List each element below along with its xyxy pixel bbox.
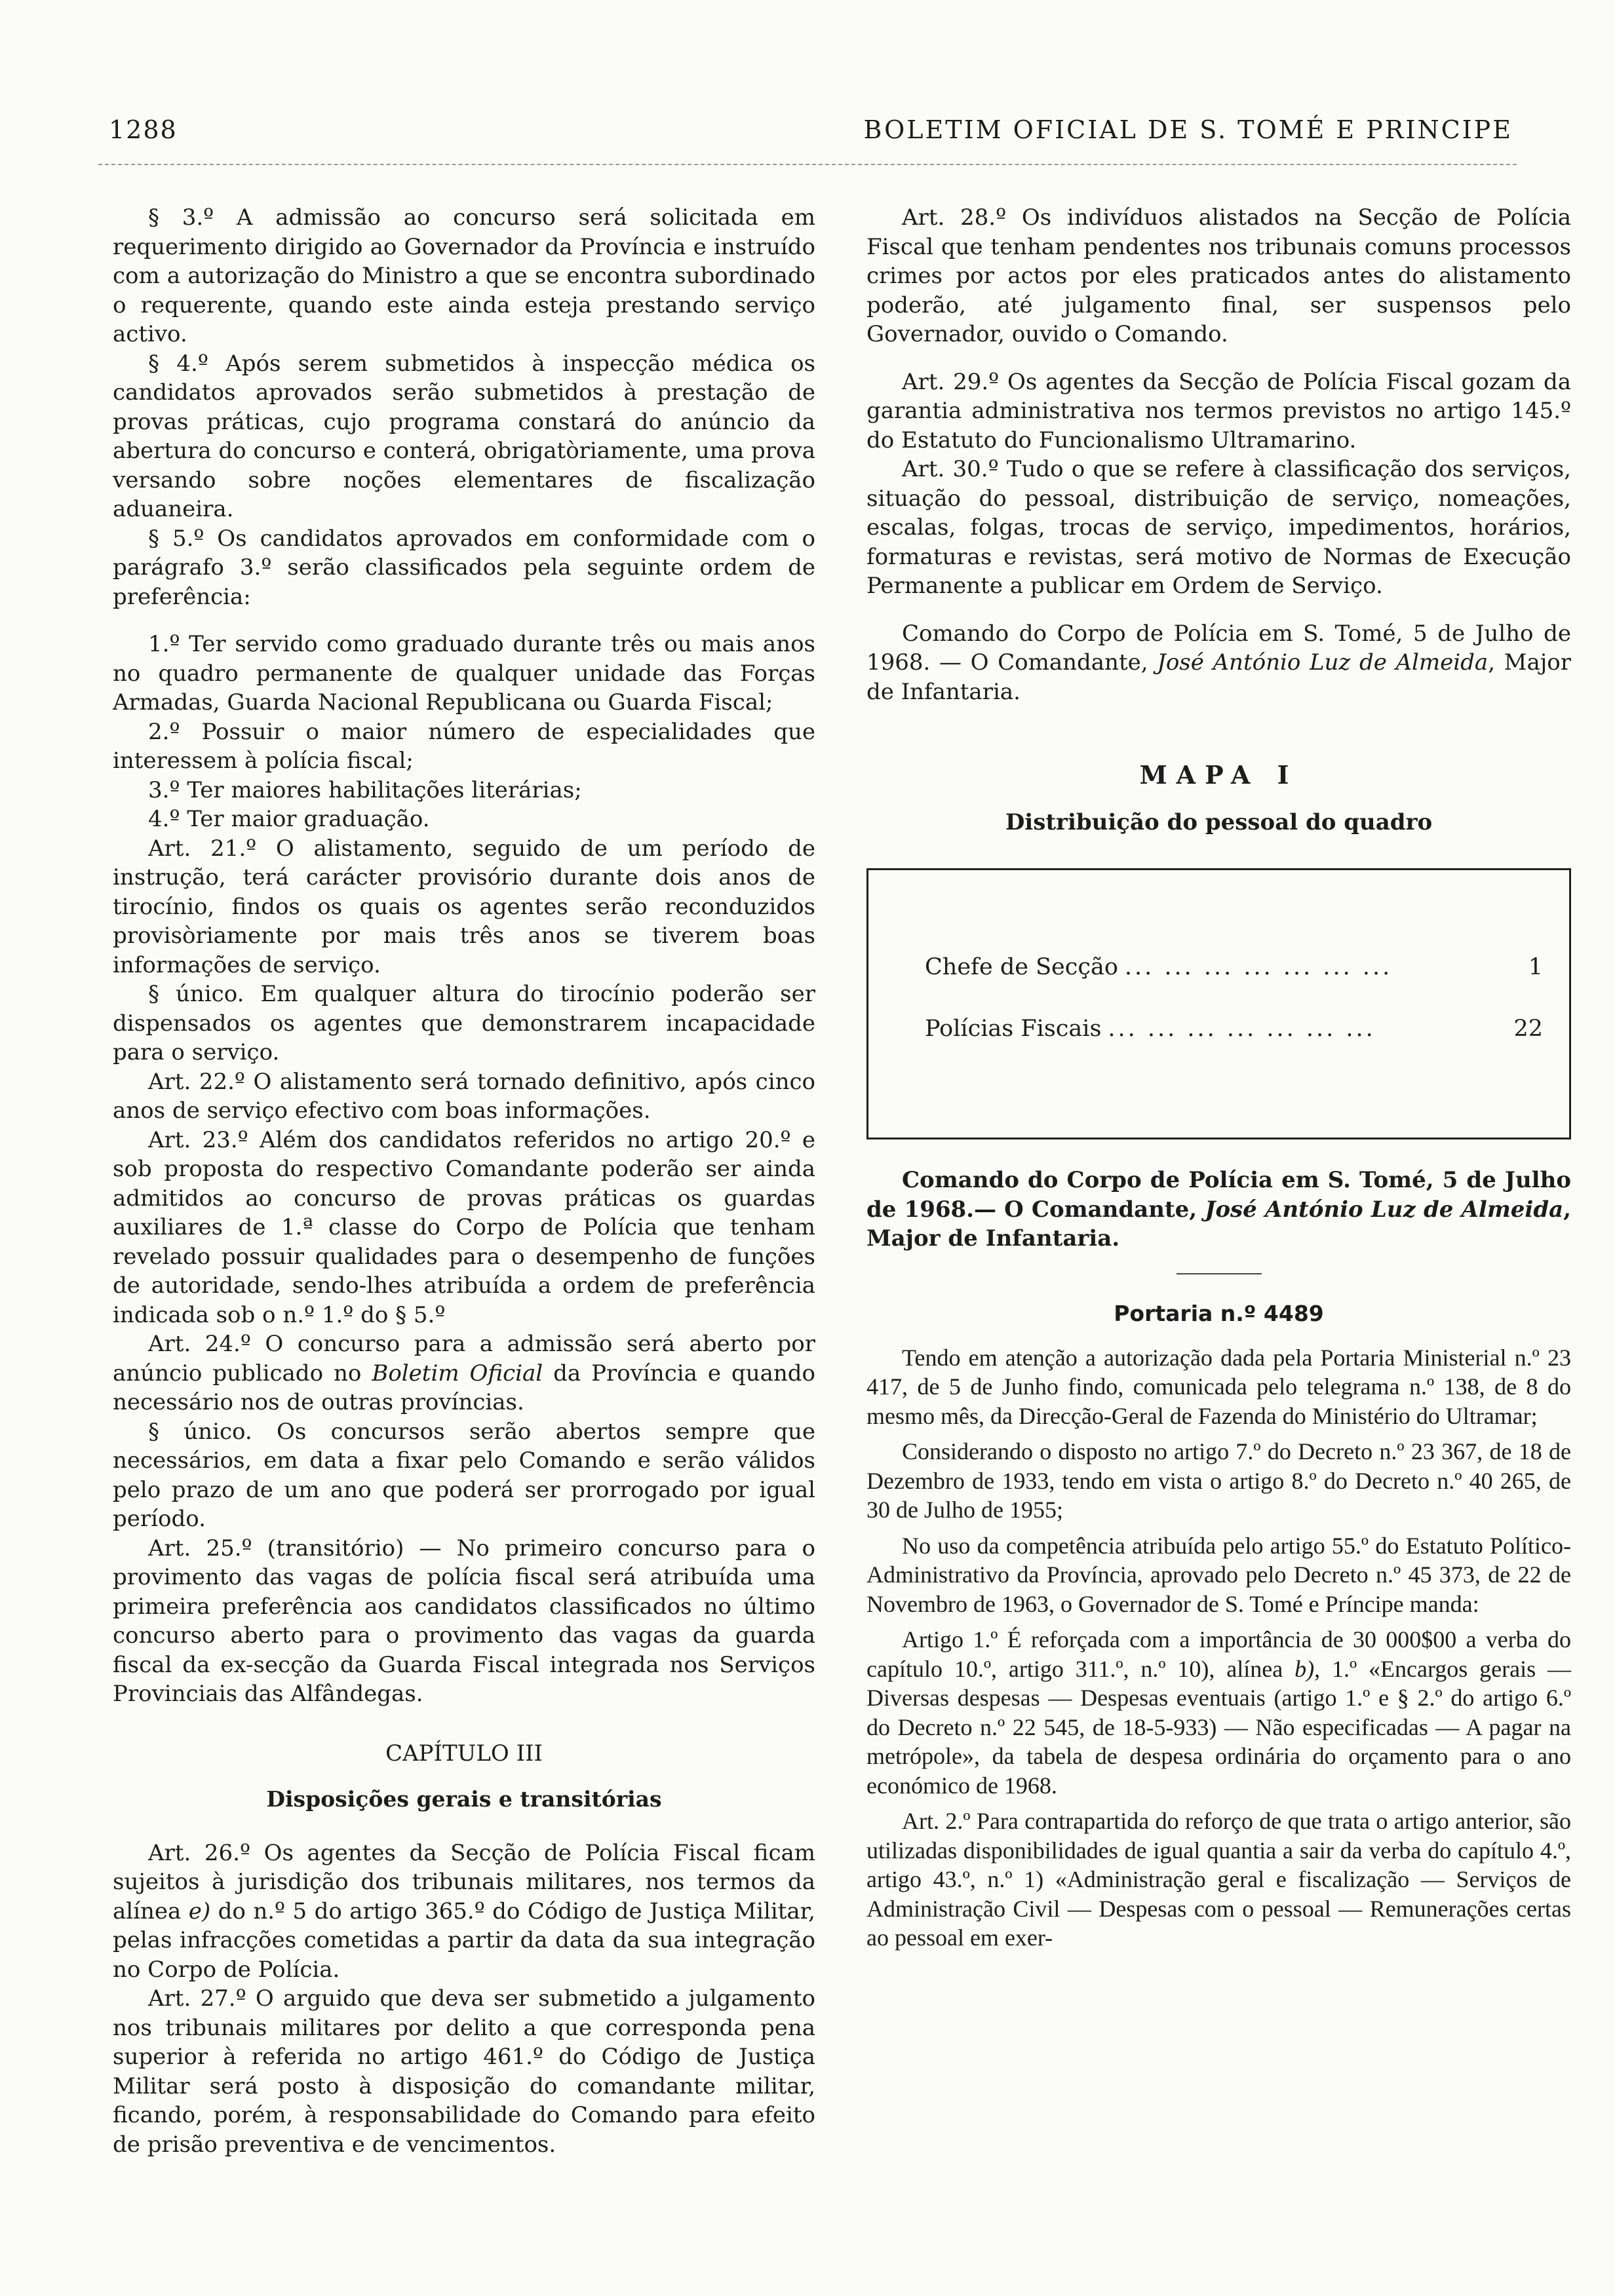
article-30: Art. 30.º Tudo o que se refere à classificação dos serviços, situação do pessoal, distribuição de serviço, nomeações, escalas, folgas, trocas de serviço, impedimentos, horários, formaturas e revistas, será motivo de Normas de Execução Permanente a publicar em Ordem de Serviço. xyxy=(866,456,1571,599)
article-27: Art. 27.º O arguido que deva ser submetido a julgamento nos tribunais militares por delito a que corresponda pena superior à referida no artigo 461.º do Código de Justiça Militar será posto à disposição do comandante militar, ficando, porém, à responsabilidade do Comando para efeito de prisão preventiva e de vencimentos. xyxy=(113,1985,815,2158)
row-label: Chefe de Secção xyxy=(925,954,1118,980)
preference-item-4: 4.º Ter maior graduação. xyxy=(148,806,430,832)
publication-title: BOLETIM OFICIAL DE S. TOMÉ E PRINCIPE xyxy=(863,115,1513,144)
chapter-title: Disposições gerais e transitórias xyxy=(266,1786,662,1812)
row-value: 22 xyxy=(1513,1016,1543,1042)
ordinance-article-1: Artigo 1.º É reforçada com a importância de 30 000$00 a verba do capítulo 10.º, artigo 311.º, n.º 10), alínea b), 1.º «Encargos gerais — Diversas despesas — Despesas eventuais (artigo 1.º e § 2.º do artigo 6.º do Decreto n.º 22 545, de 18-5-933) — Não especificadas — A pagar na metrópole», da tabela de despesa ordinária do orçamento para o ano económico de 1968. xyxy=(866,1626,1572,1799)
ordinance-article-2: Art. 2.º Para contrapartida do reforço de que trata o artigo anterior, são utilizadas disponibilidades de igual quantia a sair da verba do capítulo 4.º, artigo 43.º, n.º 1) «Administração geral e fiscalização — Serviços de Administração Civil — Despesas com o pessoal — Remunerações certas ao pessoal em exer- xyxy=(866,1808,1571,1951)
paragraph-3: § 3.º A admissão ao concurso será solicitada em requerimento dirigido ao Governador da Província e instruído com a autorização do Ministro a que se encontra subordinado o requerente, quando este ainda esteja prestando serviço activo. xyxy=(113,204,815,347)
paragraph-5: § 5.º Os candidatos aprovados em conformidade com o parágrafo 3.º serão classificados pela seguinte ordem de preferência: xyxy=(113,525,815,610)
signature-block-1: Comando do Corpo de Polícia em S. Tomé, 5 de Julho de 1968. — O Comandante, José António Luz de Almeida, Major de Infantaria. xyxy=(866,620,1572,705)
ordinance-paragraph-2: Considerando o disposto no artigo 7.º do Decreto n.º 23 367, de 18 de Dezembro de 1933, tendo em vista o artigo 8.º do Decreto n.º 40 265, de 30 de Julho de 1955; xyxy=(866,1438,1571,1523)
header-divider xyxy=(98,164,1517,165)
leader-dots: ... ... ... ... ... ... ... xyxy=(1124,954,1393,980)
article-23: Art. 23.º Além dos candidatos referidos no artigo 20.º e sob proposta do respectivo Comandante poderão ser ainda admitidos ao concurso de provas práticas os guardas auxiliares de 1.ª classe do Corpo de Polícia que tenham revelado possuir qualidades para o desempenho de funções de autoridade, sendo-lhes atribuída a ordem de preferência indicada sob o n.º 1.º do § 5.º xyxy=(113,1126,815,1328)
row-value: 1 xyxy=(1528,954,1543,980)
article-21-single-paragraph: § único. Em qualquer altura do tirocínio poderão ser dispensados os agentes que demonstrarem incapacidade para o serviço. xyxy=(113,981,815,1065)
article-25: Art. 25.º (transitório) — No primeiro concurso para o provimento das vagas de polícia fiscal será atribuída uma primeira preferência aos candidatos classificados no último concurso aberto para o provimento das vagas da guarda fiscal da ex-secção da Guarda Fiscal integrada nos Serviços Provinciais das Alfândegas. xyxy=(113,1535,815,1707)
section-divider xyxy=(1177,1273,1262,1274)
preference-item-3: 3.º Ter maiores habilitações literárias; xyxy=(148,776,582,803)
chapter-heading: CAPÍTULO III xyxy=(385,1740,543,1767)
article-21: Art. 21.º O alistamento, seguido de um período de instrução, terá carácter provisório durante dois anos de tirocínio, findos os quais os agentes serão reconduzidos provisòriamente por mais três anos se tiverem boas informações de serviço. xyxy=(113,835,815,978)
page-number: 1288 xyxy=(109,115,178,144)
right-column xyxy=(866,203,1571,1953)
article-24-single-paragraph: § único. Os concursos serão abertos sempre que necessários, em data a fixar pelo Comando e serão válidos pelo prazo de um ano que poderá ser prorrogado por igual período. xyxy=(113,1418,815,1532)
staff-table xyxy=(866,868,1571,1139)
left-column xyxy=(113,203,815,2159)
leader-dots: ... ... ... ... ... ... ... xyxy=(1108,1016,1376,1042)
preference-item-2: 2.º Possuir o maior número de especialidades que interessem à polícia fiscal; xyxy=(113,718,815,774)
row-label: Polícias Fiscais xyxy=(925,1016,1102,1042)
article-29: Art. 29.º Os agentes da Secção de Polícia Fiscal gozam da garantia administrativa nos termos previstos no artigo 145.º do Estatuto do Funcionalismo Ultramarino. xyxy=(866,368,1571,453)
article-26: Art. 26.º Os agentes da Secção de Polícia Fiscal ficam sujeitos à jurisdição dos tribunais militares, nos termos da alínea e) do n.º 5 do artigo 365.º do Código de Justiça Militar, pelas infracções cometidas a partir da data da sua integração no Corpo de Polícia. xyxy=(113,1839,815,1983)
preference-item-1: 1.º Ter servido como graduado durante três ou mais anos no quadro permanente de qualquer unidade das Forças Armadas, Guarda Nacional Republicana ou Guarda Fiscal; xyxy=(113,631,815,716)
ordinance-paragraph-1: Tendo em atenção a autorização dada pela Portaria Ministerial n.º 23 417, de 5 de Junho findo, comunicada pelo telegrama n.º 138, de 8 do mesmo mês, da Direcção-Geral de Fazenda do Ministério do Ultramar; xyxy=(866,1344,1571,1429)
map-subtitle: Distribuição do pessoal do quadro xyxy=(1005,809,1433,835)
article-24: Art. 24.º O concurso para a admissão será aberto por anúncio publicado no Boletim Oficial da Província e quando necessário nos de outras províncias. xyxy=(113,1331,815,1415)
article-28: Art. 28.º Os indivíduos alistados na Secção de Polícia Fiscal que tenham pendentes nos tribunais comuns processos crimes por actos por eles praticados antes do alistamento poderão, até julgamento final, ser suspensos pelo Governador, ouvido o Comando. xyxy=(866,204,1571,347)
signature-block-2: Comando do Corpo de Polícia em S. Tomé, 5 de Julho de 1968.— O Comandante, José António Luz de Almeida, Major de Infantaria. xyxy=(866,1167,1571,1252)
map-title: MAPA I xyxy=(1139,760,1298,790)
table-row xyxy=(925,954,1543,980)
article-22: Art. 22.º O alistamento será tornado definitivo, após cinco anos de serviço efectivo com boas informações. xyxy=(113,1068,815,1124)
ordinance-title: Portaria n.º 4489 xyxy=(1114,1300,1324,1326)
ordinance-paragraph-3: No uso da competência atribuída pelo artigo 55.º do Estatuto Político-Administrativo da Província, aprovado pelo Decreto n.º 45 373, de 22 de Novembro de 1963, o Governador de S. Tomé e Príncipe manda: xyxy=(866,1532,1571,1617)
paragraph-4: § 4.º Após serem submetidos à inspecção médica os candidatos aprovados serão submetidos à prestação de provas práticas, cujo programa constará do anúncio da abertura do concurso e conterá, obrigatòriamente, uma prova versando sobre noções elementares de fiscalização aduaneira. xyxy=(113,350,815,522)
table-row xyxy=(925,1016,1543,1042)
